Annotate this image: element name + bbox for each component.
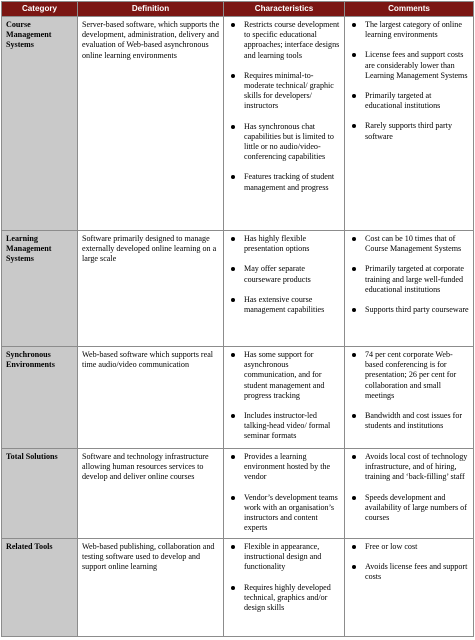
bullet-icon	[352, 496, 356, 500]
list-item: Includes instructor-led talking-head video/ formal seminar formats	[228, 411, 341, 442]
bullet-icon	[231, 586, 235, 590]
list-item: Requires minimal-to-moderate technical/ graphic skills for developers/ instructors	[228, 71, 341, 112]
header-row	[2, 2, 474, 17]
category-cell: Course Management Systems	[2, 17, 78, 231]
table-row	[2, 449, 474, 539]
list-item: Features tracking of student management and progress	[228, 172, 341, 192]
category-cell: Learning Management Systems	[2, 231, 78, 347]
comments-cell	[345, 449, 474, 539]
bullet-icon	[352, 308, 356, 312]
bullet-icon	[352, 23, 356, 27]
bullet-icon	[231, 175, 235, 179]
definition-cell: Server-based software, which supports the development, administration, delivery and evaluation of Web-based asynchronous online learning environments	[78, 17, 224, 231]
table-row	[2, 347, 474, 449]
list-item: Primarily targeted at educational institutions	[349, 91, 470, 111]
bullet-icon	[352, 124, 356, 128]
characteristics-cell	[224, 17, 345, 231]
list-item: Speeds development and availability of large numbers of courses	[349, 493, 470, 524]
bullet-icon	[352, 565, 356, 569]
bullet-icon	[352, 267, 356, 271]
list-item: Flexible in appearance, instructional design and functionality	[228, 542, 341, 573]
list-item: Provides a learning environment hosted by the vendor	[228, 452, 341, 483]
bullet-icon	[352, 455, 356, 459]
list-item: Cost can be 10 times that of Course Management Systems	[349, 234, 470, 254]
comments-cell	[345, 17, 474, 231]
comments-cell	[345, 539, 474, 637]
comments-cell	[345, 347, 474, 449]
list-item: License fees and support costs are considerably lower than Learning Management Systems	[349, 50, 470, 81]
comments-cell	[345, 231, 474, 347]
table-row	[2, 539, 474, 637]
category-cell: Synchronous Environments	[2, 347, 78, 449]
list-item: Avoids local cost of technology infrastructure, and of hiring, training and ‘back-filling’ staff	[349, 452, 470, 483]
list-item: Rarely supports third party software	[349, 121, 470, 141]
list-item: Supports third party courseware	[349, 305, 470, 315]
list-item: Has extensive course management capabilities	[228, 295, 341, 315]
list-item: Vendor’s development teams work with an organisation’s instructors and content experts	[228, 493, 341, 534]
bullet-icon	[231, 237, 235, 241]
category-cell: Total Solutions	[2, 449, 78, 539]
list-item: Free or low cost	[349, 542, 470, 552]
bullet-icon	[231, 414, 235, 418]
comparison-table	[1, 1, 474, 637]
list-item: Requires highly developed technical, graphics and/or design skills	[228, 583, 341, 614]
definition-cell: Software and technology infrastructure allowing human resources services to develop and deliver online courses	[78, 449, 224, 539]
bullet-icon	[352, 94, 356, 98]
characteristics-cell	[224, 231, 345, 347]
list-item: May offer separate courseware products	[228, 264, 341, 284]
table-row	[2, 17, 474, 231]
header-definition: Definition	[78, 2, 224, 17]
list-item: Has synchronous chat capabilities but is limited to little or no audio/video-conferencing capabilities	[228, 122, 341, 163]
header-category: Category	[2, 2, 78, 17]
list-item: Restricts course development to specific educational approaches; interface designs and learning tools	[228, 20, 341, 61]
definition-cell: Software primarily designed to manage externally developed online learning on a large scale	[78, 231, 224, 347]
list-item: 74 per cent corporate Web-based conferencing is for presentation; 26 per cent for collaboration and small meetings	[349, 350, 470, 401]
list-item: Primarily targeted at corporate training and large well-funded educational institutions	[349, 264, 470, 295]
bullet-icon	[231, 496, 235, 500]
list-item: Has some support for asynchronous communication, and for student management and progress tracking	[228, 350, 341, 401]
list-item: The largest category of online learning environments	[349, 20, 470, 40]
list-item: Bandwidth and cost issues for students and institutions	[349, 411, 470, 431]
list-item: Avoids license fees and support costs	[349, 562, 470, 582]
bullet-icon	[231, 125, 235, 129]
definition-cell: Web-based software which supports real time audio/video communication	[78, 347, 224, 449]
table-row	[2, 231, 474, 347]
bullet-icon	[352, 237, 356, 241]
bullet-icon	[231, 298, 235, 302]
category-cell: Related Tools	[2, 539, 78, 637]
bullet-icon	[231, 455, 235, 459]
characteristics-cell	[224, 539, 345, 637]
bullet-icon	[352, 353, 356, 357]
bullet-icon	[231, 545, 235, 549]
characteristics-cell	[224, 449, 345, 539]
bullet-icon	[352, 53, 356, 57]
bullet-icon	[352, 545, 356, 549]
bullet-icon	[231, 267, 235, 271]
characteristics-cell	[224, 347, 345, 449]
bullet-icon	[352, 414, 356, 418]
bullet-icon	[231, 23, 235, 27]
definition-cell: Web-based publishing, collaboration and testing software used to develop and support online learning	[78, 539, 224, 637]
list-item: Has highly flexible presentation options	[228, 234, 341, 254]
bullet-icon	[231, 74, 235, 78]
header-comments: Comments	[345, 2, 474, 17]
bullet-icon	[231, 353, 235, 357]
header-characteristics: Characteristics	[224, 2, 345, 17]
